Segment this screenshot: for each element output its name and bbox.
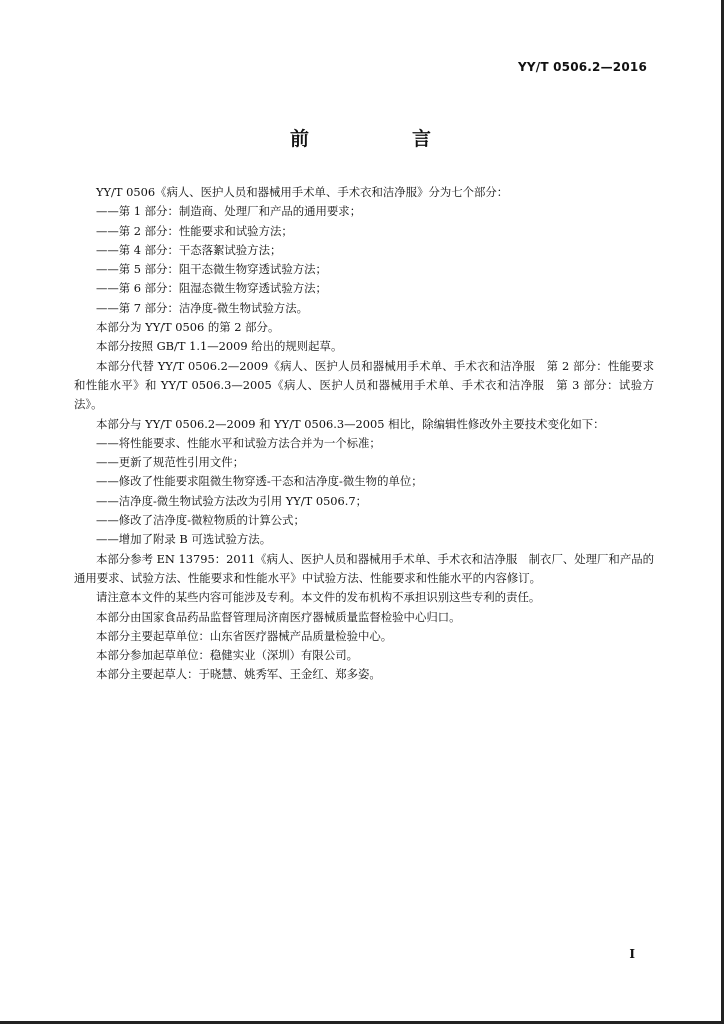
paragraph: 本部分按照 GB/T 1.1—2009 给出的规则起草。: [96, 339, 343, 354]
list-item: ——第 2 部分：性能要求和试验方法；: [96, 223, 293, 238]
list-item: ——修改了性能要求阻微生物穿透-干态和洁净度-微生物的单位；: [96, 474, 423, 489]
list-item: ——修改了洁净度-微粒物质的计算公式；: [96, 513, 305, 528]
list-item: ——第 7 部分：洁净度-微生物试验方法。: [96, 300, 308, 315]
list-item: ——第 4 部分：干态落絮试验方法；: [96, 242, 282, 257]
paragraph: 本部分由国家食品药品监督管理局济南医疗器械质量监督检验中心归口。: [96, 609, 461, 624]
list-item: ——第 1 部分：制造商、处理厂和产品的通用要求；: [96, 204, 362, 219]
paragraph: YY/T 0506《病人、医护人员和器械用手术单、手术衣和洁净服》分为七个部分：: [96, 185, 509, 199]
list-item: ——第 5 部分：阻干态微生物穿透试验方法；: [96, 262, 327, 277]
paragraph: 本部分主要起草人：于晓慧、姚秀军、王金红、郑多姿。: [96, 667, 381, 682]
paragraph: 本部分参加起草单位：稳健实业（深圳）有限公司。: [96, 648, 358, 663]
list-item: ——更新了规范性引用文件；: [96, 455, 245, 470]
standard-code: YY/T 0506.2—2016: [517, 60, 647, 74]
list-item: ——将性能要求、性能水平和试验方法合并为一个标准；: [96, 435, 381, 450]
paragraph: 本部分与 YY/T 0506.2—2009 和 YY/T 0506.3—2005 相比，除编辑性修改外主要技术变化如下：: [96, 416, 605, 431]
list-item: ——洁净度-微生物试验方法改为引用 YY/T 0506.7；: [96, 493, 368, 508]
page-number: I: [629, 947, 635, 961]
paragraph: 本部分参考 EN 13795：2011《病人、医护人员和器械用手术单、手术衣和洁净服 制衣厂、处理厂和产品的通用要求、试验方法、性能要求和性能水平》中试验方法、性能要求和性能水平的内容修订。: [74, 551, 654, 585]
paragraph: 本部分代替 YY/T 0506.2—2009《病人、医护人员和器械用手术单、手术衣和洁净服 第 2 部分：性能要求和性能水平》和 YY/T 0506.3—2005《病人、医护人员和器械用手术单、手术衣和洁净服 第 3 部分：试验方法》。: [74, 358, 654, 412]
page-title: 前 言: [289, 128, 473, 150]
list-item: ——增加了附录 B 可选试验方法。: [96, 532, 272, 547]
foreword-body: [74, 183, 654, 685]
paragraph: 本部分为 YY/T 0506 的第 2 部分。: [96, 320, 280, 335]
paragraph: 请注意本文件的某些内容可能涉及专利。本文件的发布机构不承担识别这些专利的责任。: [96, 590, 541, 605]
paragraph: 本部分主要起草单位：山东省医疗器械产品质量检验中心。: [96, 628, 393, 643]
list-item: ——第 6 部分：阻湿态微生物穿透试验方法；: [96, 281, 327, 296]
